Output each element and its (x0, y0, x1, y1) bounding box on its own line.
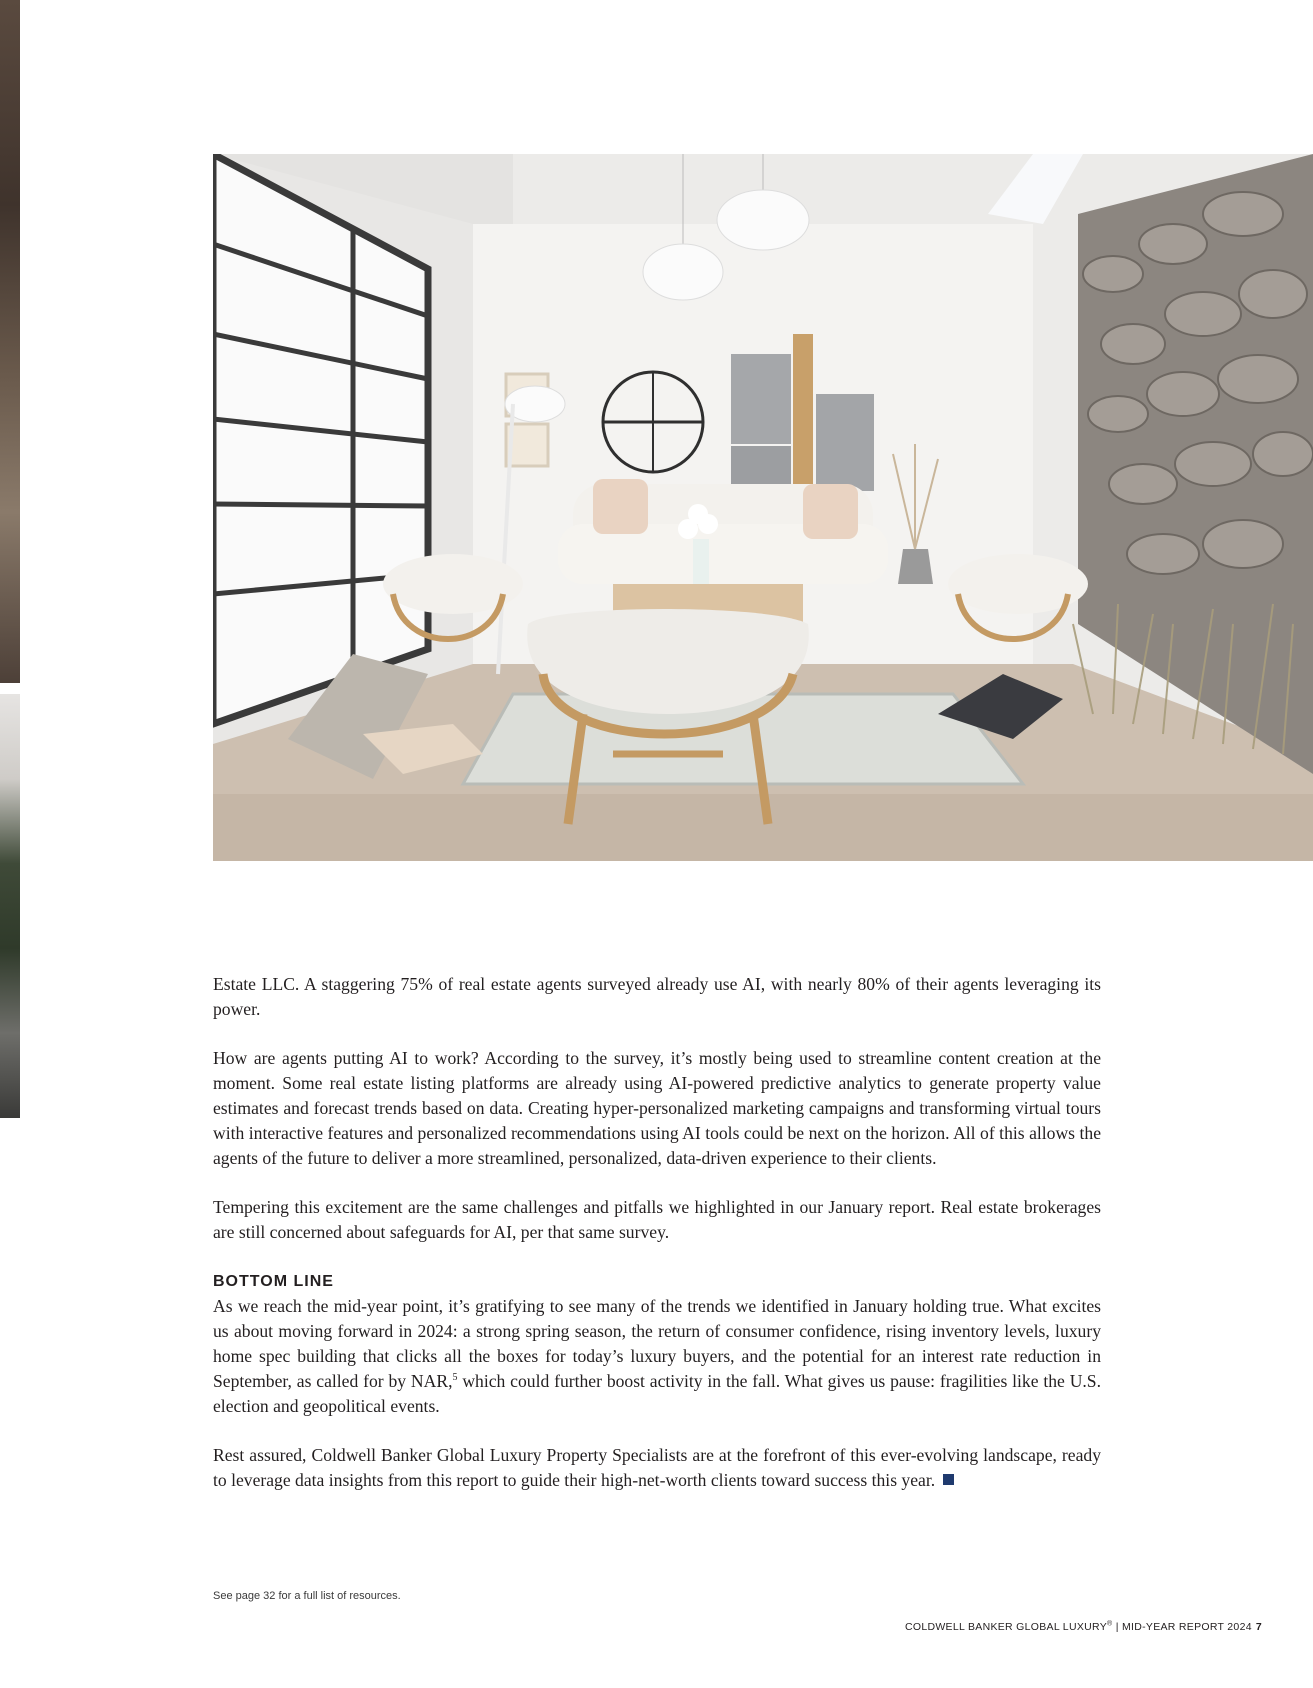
registered-mark: ® (1107, 1620, 1113, 1628)
section-heading-bottom-line: BOTTOM LINE (213, 1273, 334, 1290)
facing-page-edge-bottom (0, 694, 20, 1118)
living-room-photo (213, 154, 1313, 861)
facing-page-edge-top (0, 0, 20, 683)
resources-footnote: See page 32 for a full list of resources. (213, 1590, 401, 1602)
footnote-ref-5: 5 (452, 1372, 458, 1384)
publication-name: COLDWELL BANKER GLOBAL LUXURY (904, 1621, 1108, 1633)
paragraph-bottom-line-text-a: As we reach the mid-year point, it’s gratifying to see many of the trends we identified in January holding true. What excites us about moving forward in 2024: a strong spring season, the return of consumer confidence, rising inventory levels, luxury home spec building that clicks all the boxes for today’s luxury buyers, and the potential for an interest rate reduction in September, as called for by NAR, (213, 1296, 1101, 1391)
running-footer (905, 1621, 1262, 1633)
paragraph-bottom-line (213, 1294, 1101, 1419)
end-of-article-square-icon (943, 1474, 954, 1485)
paragraph-ai-concerns: Tempering this excitement are the same challenges and pitfalls we highlighted in our January report. Real estate brokerages are still concerned about safeguards for AI, per that same survey. (213, 1197, 1101, 1242)
paragraph-bottom-line-text-b: which could further boost activity in the fall. What gives us pause: fragilities like the U.S. election and geopolitical events. (213, 1371, 1101, 1416)
paragraph-closing (213, 1443, 1101, 1493)
report-title: | MID-YEAR REPORT 2024 (1112, 1621, 1252, 1633)
paragraph-ai-usage: How are agents putting AI to work? According to the survey, it’s mostly being used to streamline content creation at the moment. Some real estate listing platforms are already using AI-powered predictive analytics to generate property value estimates and forecast trends based on data. Creating hyper-personalized marketing campaigns and transforming virtual tours with interactive features and personalized recommendations using AI tools could be next on the horizon. All of this allows the agents of the future to deliver a more streamlined, personalized, data-driven experience to their clients. (213, 1048, 1101, 1168)
page-number: 7 (1255, 1621, 1262, 1633)
paragraph-ai-adoption: Estate LLC. A staggering 75% of real estate agents surveyed already use AI, with nearly 80% of their agents leveraging its power. (213, 974, 1101, 1019)
article-body (213, 972, 1101, 1517)
paragraph-closing-text: Rest assured, Coldwell Banker Global Luxury Property Specialists are at the forefront of this ever-evolving landscape, ready to leverage data insights from this report to guide their high-net-worth clients toward success this year. (213, 1445, 1101, 1490)
